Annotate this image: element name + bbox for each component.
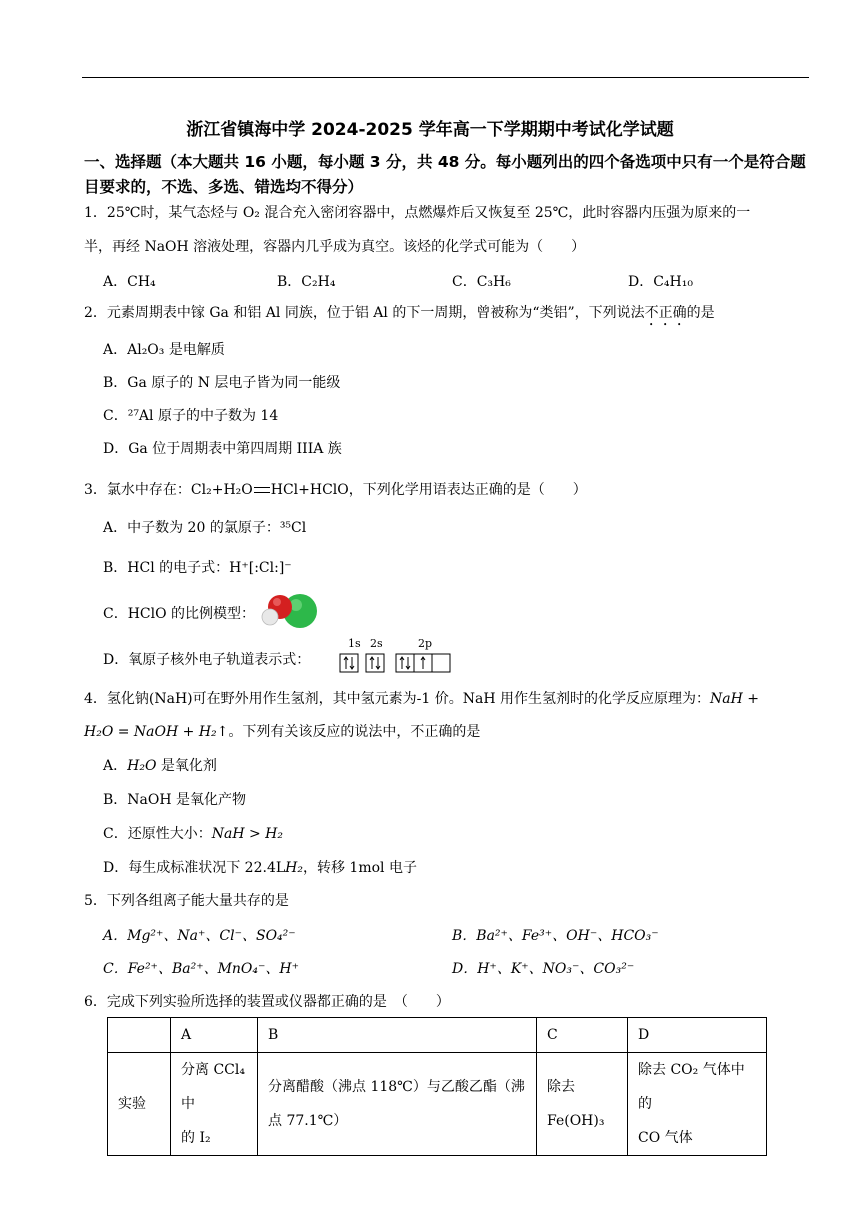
- q2-stem: 2．元素周期表中镓 Ga 和铝 Al 同族，位于铝 Al 的下一周期，曾被称为“类铝”，下列说法不正确的是: [84, 305, 715, 321]
- experiment-table: [107, 1017, 767, 1156]
- orbital-label-2s: 2s: [370, 637, 383, 650]
- q5-stem: 5．下列各组离子能大量共存的是: [84, 893, 289, 909]
- q2-option-a: A．Al₂O₃ 是电解质: [103, 342, 225, 358]
- section-heading: 一、选择题（本大题共 16 小题，每小题 3 分，共 48 分。每小题列出的四个备选项中只有一个是符合题目要求的，不选、多选、错选均不得分）: [84, 153, 806, 196]
- hcl-electron-formula: H⁺[:Cl:]⁻: [229, 560, 292, 576]
- cell-d: 除去 CO₂ 气体中的 CO 气体: [628, 1053, 767, 1156]
- q1-option-c: C．C₃H₆: [452, 274, 511, 290]
- q4-line1: 4．氢化钠(NaH)可在野外用作生氢剂，其中氢元素为-1 价。NaH 用作生氢剂时的化学反应原理为：NaH +: [84, 691, 759, 707]
- q4-option-b: B．NaOH 是氧化产物: [103, 792, 247, 808]
- q2-option-d: D．Ga 位于周期表中第四周期 IIIA 族: [103, 441, 342, 457]
- q5-option-d: D．H⁺、K⁺、NO₃⁻、CO₃²⁻: [452, 961, 635, 977]
- q3-option-c: C．HClO 的比例模型：: [103, 606, 256, 622]
- q1-option-d: D．C₄H₁₀: [628, 274, 693, 290]
- q4-option-d: D．每生成标准状况下 22.4LH₂，转移 1mol 电子: [103, 860, 417, 876]
- q2-option-b: B．Ga 原子的 N 层电子皆为同一能级: [103, 375, 341, 391]
- equilibrium-arrow-icon: [253, 485, 271, 495]
- q4-option-a: A．H₂O 是氧化剂: [103, 758, 217, 774]
- q3-option-a: A．中子数为 20 的氯原子：³⁵Cl: [103, 520, 307, 536]
- q1-option-a: A．CH₄: [103, 274, 156, 290]
- header-rule: [82, 77, 809, 78]
- header-cell-a: A: [171, 1018, 258, 1053]
- q5-option-b: B．Ba²⁺、Fe³⁺、OH⁻、HCO₃⁻: [452, 928, 659, 944]
- q3-option-b: B．HCl 的电子式：H⁺[:Cl:]⁻: [103, 560, 292, 576]
- q5-option-a: A．Mg²⁺、Na⁺、Cl⁻、SO₄²⁻: [103, 928, 296, 944]
- q3-option-d: D．氧原子核外电子轨道表示式：: [103, 652, 311, 668]
- table-header-row: [108, 1018, 767, 1053]
- q1-option-b: B．C₂H₄: [277, 274, 336, 290]
- header-cell-c: C: [537, 1018, 628, 1053]
- orbital-label-1s: 1s: [348, 637, 361, 650]
- q4-line2: H₂O = NaOH + H₂↑。下列有关该反应的说法中，不正确的是: [84, 724, 481, 740]
- cell-b: 分离醋酸（沸点 118℃）与乙酸乙酯（沸 点 77.1℃）: [258, 1053, 537, 1156]
- orbital-label-2p: 2p: [418, 637, 433, 650]
- q1-line2: 半，再经 NaOH 溶液处理，容器内几乎成为真空。该烃的化学式可能为（ ）: [84, 239, 586, 255]
- q1-line1: 1．25℃时，某气态烃与 O₂ 混合充入密闭容器中，点燃爆炸后又恢复至 25℃，此时容器内压强为原来的一: [84, 205, 751, 221]
- cell-a: 分离 CCl₄ 中 的 I₂: [171, 1053, 258, 1156]
- header-cell-empty: [108, 1018, 171, 1053]
- header-cell-b: B: [258, 1018, 537, 1053]
- table-row: [108, 1053, 767, 1156]
- oxygen-orbital-diagram: [336, 636, 458, 674]
- q2-option-c: C．²⁷Al 原子的中子数为 14: [103, 408, 279, 424]
- header-cell-d: D: [628, 1018, 767, 1053]
- q3-stem: 3．氯水中存在：Cl₂+H₂O HCl+HClO，下列化学用语表达正确的是（ ）: [84, 482, 587, 498]
- q6-stem: 6．完成下列实验所选择的装置或仪器都正确的是 （ ）: [84, 994, 450, 1010]
- q5-option-c: C．Fe²⁺、Ba²⁺、MnO₄⁻、H⁺: [103, 961, 300, 977]
- q2-emphasis: 不正确: [644, 305, 687, 321]
- row-label: 实验: [108, 1053, 171, 1156]
- hclo-space-filling-model-icon: [256, 590, 322, 630]
- cell-c: 除去 Fe(OH)₃: [537, 1053, 628, 1156]
- page-title: 浙江省镇海中学 2024-2025 学年高一下学期期中考试化学试题: [186, 120, 674, 140]
- q4-option-c: C．还原性大小：NaH > H₂: [103, 826, 283, 842]
